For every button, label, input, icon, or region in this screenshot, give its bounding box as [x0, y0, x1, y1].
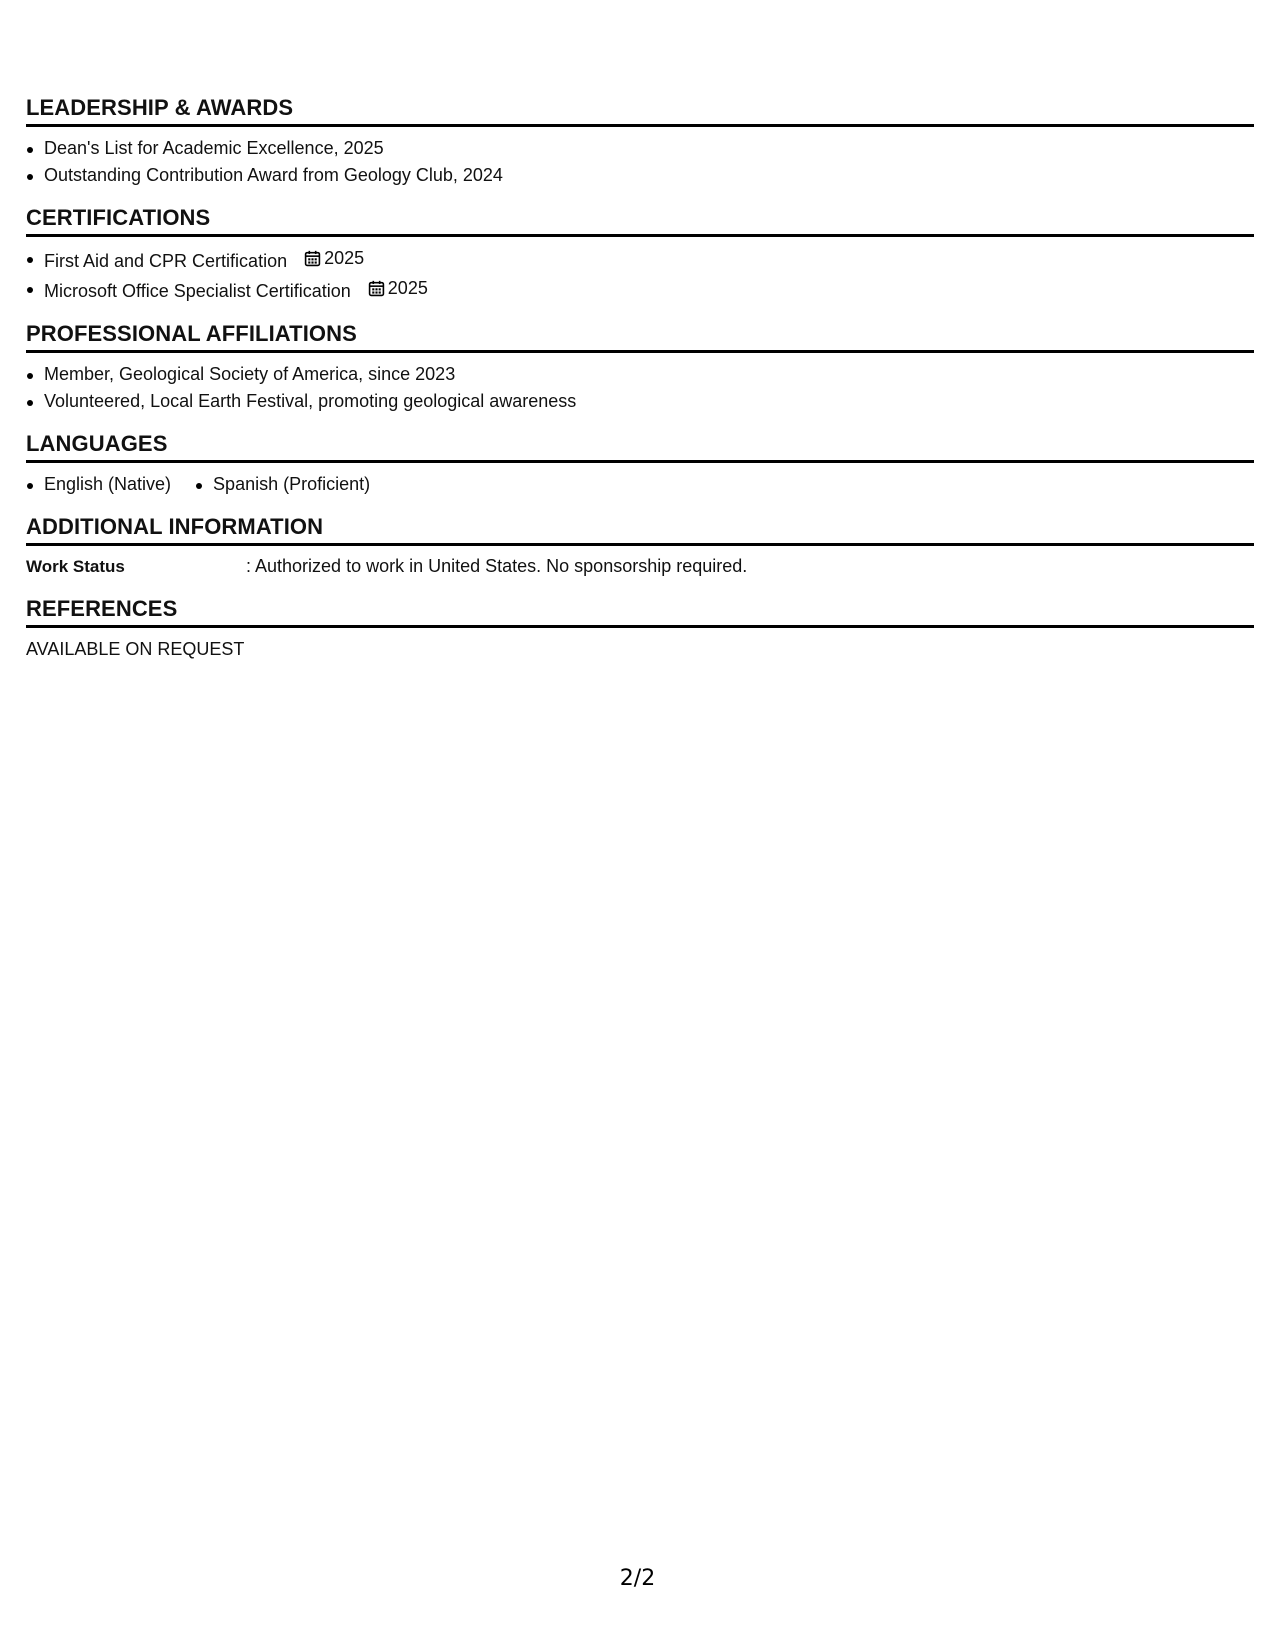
- references-text: AVAILABLE ON REQUEST: [26, 639, 245, 659]
- section-heading-certifications: CERTIFICATIONS: [26, 205, 1254, 237]
- certification-name: Microsoft Office Specialist Certification: [44, 281, 351, 301]
- calendar-icon: [304, 250, 321, 267]
- section-heading-languages: LANGUAGES: [26, 431, 1254, 463]
- certification-item: [26, 245, 1254, 275]
- languages-list: [26, 463, 1254, 498]
- certification-date: [304, 245, 364, 272]
- certification-year: 2025: [387, 278, 428, 298]
- language-item: Spanish (Proficient): [195, 471, 370, 498]
- certifications-section: [26, 205, 1254, 305]
- section-heading-leadership: LEADERSHIP & AWARDS: [26, 95, 1254, 127]
- affiliations-section: [26, 321, 1254, 415]
- section-heading-references: REFERENCES: [26, 596, 1254, 628]
- additional-information-section: [26, 514, 1254, 580]
- leadership-list: [26, 127, 1254, 189]
- page-number: 2/2: [619, 1566, 656, 1591]
- certification-name: First Aid and CPR Certification: [44, 251, 288, 271]
- list-item: Outstanding Contribution Award from Geology Club, 2024: [26, 162, 1254, 189]
- list-item: Dean's List for Academic Excellence, 2025: [26, 135, 1254, 162]
- languages-section: [26, 431, 1254, 498]
- work-status-label: Work Status: [26, 557, 125, 576]
- resume-page: [26, 95, 1254, 679]
- section-heading-additional: ADDITIONAL INFORMATION: [26, 514, 1254, 546]
- certification-item: [26, 275, 1254, 305]
- calendar-icon: [368, 280, 385, 297]
- work-status-row: [26, 546, 1254, 580]
- section-heading-affiliations: PROFESSIONAL AFFILIATIONS: [26, 321, 1254, 353]
- certification-year: 2025: [324, 248, 365, 268]
- certification-date: [368, 275, 428, 302]
- language-item: English (Native): [26, 471, 171, 498]
- work-status-value: : Authorized to work in United States. No sponsorship required.: [246, 556, 748, 576]
- references-section: [26, 596, 1254, 663]
- leadership-awards-section: [26, 95, 1254, 189]
- list-item: Volunteered, Local Earth Festival, promoting geological awareness: [26, 388, 1254, 415]
- list-item: Member, Geological Society of America, since 2023: [26, 361, 1254, 388]
- affiliations-list: [26, 353, 1254, 415]
- certifications-list: [26, 237, 1254, 305]
